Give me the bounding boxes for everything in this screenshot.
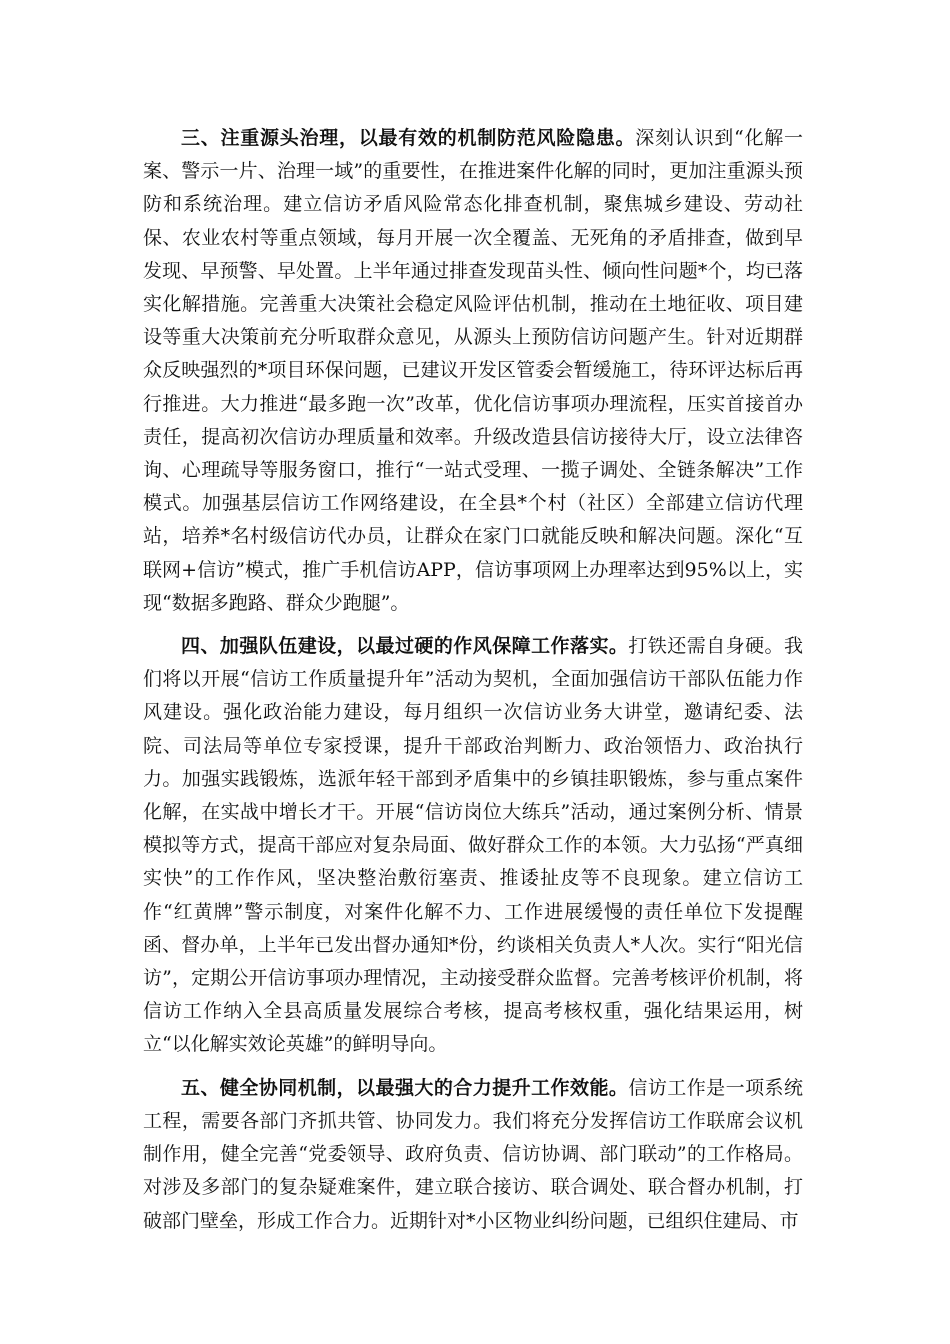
paragraph-section-4 <box>143 630 803 1062</box>
document-body <box>143 122 803 1248</box>
section-4-heading: 四、加强队伍建设，以最过硬的作风保障工作落实。 <box>181 635 629 658</box>
section-3-text: 深刻认识到“化解一案、警示一片、治理一域”的重要性，在推进案件化解的同时，更加注重源头预防和系统治理。建立信访矛盾风险常态化排查机制，聚焦城乡建设、劳动社保、农业农村等重点领域，每月开展一次全覆盖、无死角的矛盾排查，做到早发现、早预警、早处置。上半年通过排查发现苗头性、倾向性问题*个，均已落实化解措施。完善重大决策社会稳定风险评估机制，推动在土地征收、项目建设等重大决策前充分听取群众意见，从源头上预防信访问题产生。针对近期群众反映强烈的*项目环保问题，已建议开发区管委会暂缓施工，待环评达标后再行推进。大力推进“最多跑一次”改革，优化信访事项办理流程，压实首接首办责任，提高初次信访办理质量和效率。升级改造县信访接待大厅，设立法律咨询、心理疏导等服务窗口，推行“一站式受理、一揽子调处、全链条解决”工作模式。加强基层信访工作网络建设，在全县*个村（社区）全部建立信访代理站，培养*名村级信访代办员，让群众在家门口就能反映和解决问题。深化“互联网+信访”模式，推广手机信访APP，信访事项网上办理率达到95%以上，实现“数据多跑路、群众少跑腿”。 <box>143 127 803 614</box>
paragraph-section-5 <box>143 1072 803 1238</box>
section-4-text: 打铁还需自身硬。我们将以开展“信访工作质量提升年”活动为契机，全面加强信访干部队伍能力作风建设。强化政治能力建设，每月组织一次信访业务大讲堂，邀请纪委、法院、司法局等单位专家授课，提升干部政治判断力、政治领悟力、政治执行力。加强实践锻炼，选派年轻干部到矛盾集中的乡镇挂职锻炼，参与重点案件化解，在实战中增长才干。开展“信访岗位大练兵”活动，通过案例分析、情景模拟等方式，提高干部应对复杂局面、做好群众工作的本领。大力弘扬“严真细实快”的工作作风，坚决整治敷衍塞责、推诿扯皮等不良现象。建立信访工作“红黄牌”警示制度，对案件化解不力、工作进展缓慢的责任单位下发提醒函、督办单，上半年已发出督办通知*份，约谈相关负责人*人次。实行“阳光信访”，定期公开信访事项办理情况，主动接受群众监督。完善考核评价机制，将信访工作纳入全县高质量发展综合考核，提高考核权重，强化结果运用，树立“以化解实效论英雄”的鲜明导向。 <box>143 635 803 1056</box>
section-3-heading: 三、注重源头治理，以最有效的机制防范风险隐患。 <box>181 127 636 149</box>
section-5-text: 信访工作是一项系统工程，需要各部门齐抓共管、协同发力。我们将充分发挥信访工作联席会议机制作用，健全完善“党委领导、政府负责、信访协调、部门联动”的工作格局。对涉及多部门的复杂疑难案件，建立联合接访、联合调处、联合督办机制，打破部门壁垒，形成工作合力。近期针对*小区物业纠纷问题，已组织住建局、市 <box>143 1076 803 1232</box>
section-5-heading: 五、健全协同机制，以最强大的合力提升工作效能。 <box>181 1076 629 1099</box>
paragraph-section-3 <box>143 122 803 620</box>
